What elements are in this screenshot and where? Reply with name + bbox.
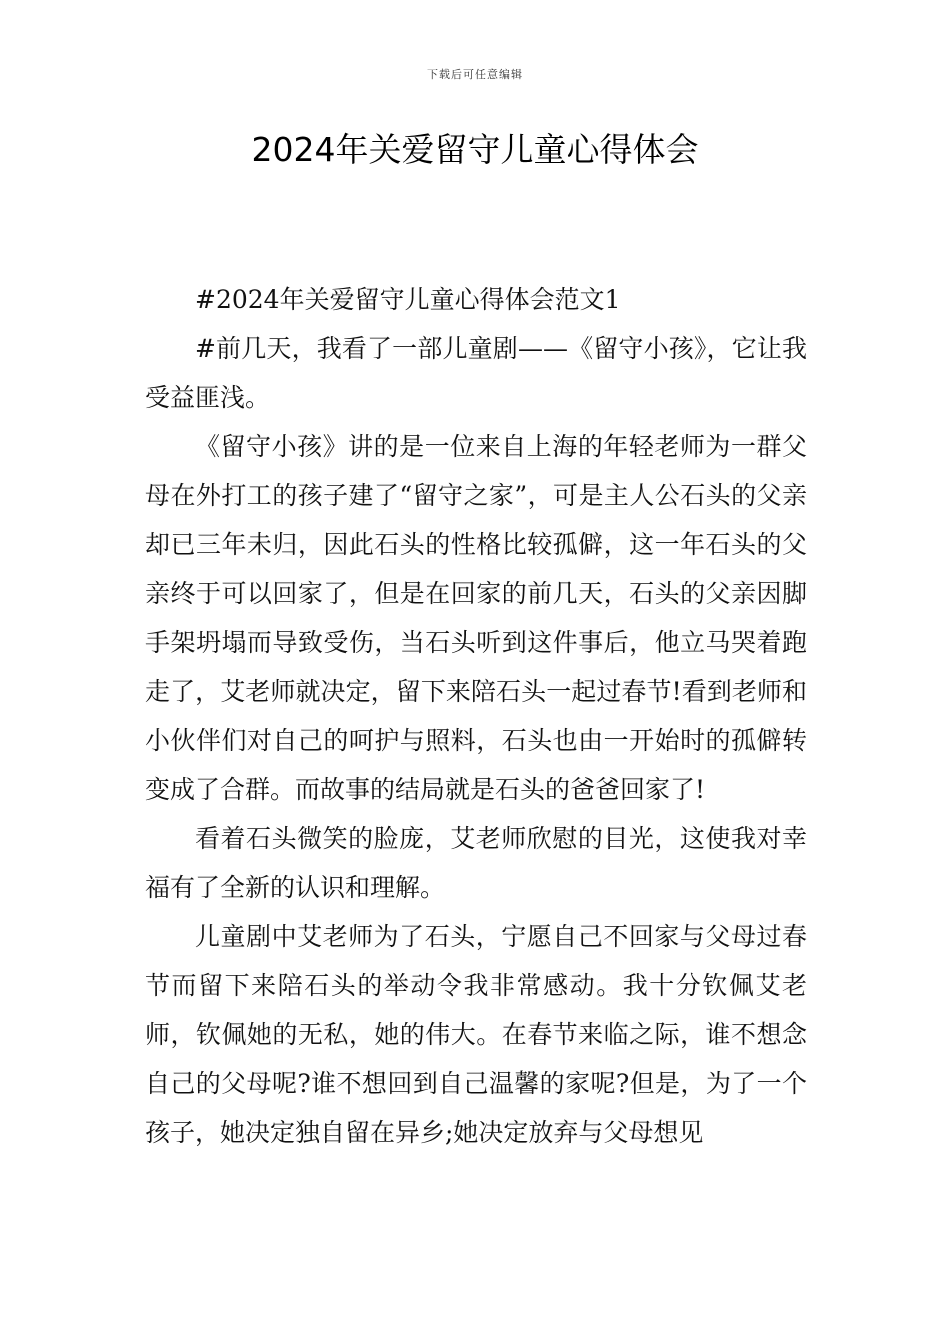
header-note: 下载后可任意编辑 xyxy=(427,68,523,81)
document-title: 2024年关爱留守儿童心得体会 xyxy=(251,130,699,169)
paragraph-1: #2024年关爱留守儿童心得体会范文1 xyxy=(195,285,621,314)
paragraph-2: #前几天，我看了一部儿童剧——《留守小孩》，它让我受益匪浅。 xyxy=(145,334,807,412)
paragraph-4: 看着石头微笑的脸庞，艾老师欣慰的目光，这使我对幸福有了全新的认识和理解。 xyxy=(145,824,807,902)
paragraph-3: 《留守小孩》讲的是一位来自上海的年轻老师为一群父母在外打工的孩子建了“留守之家”，可是主人公石头的父亲却已三年未归，因此石头的性格比较孤僻，这一年石头的父亲终于可以回家了，但是在回家的前几天，石头的父亲因脚手架坍塌而导致受伤，当石头听到这件事后，他立马哭着跑走了，艾老师就决定，留下来陪石头一起过春节!看到老师和小伙伴们对自己的呵护与照料，石头也由一开始时的孤僻转变成了合群。而故事的结局就是石头的爸爸回家了! xyxy=(145,432,807,804)
document-body xyxy=(145,275,807,1157)
paragraph-5: 儿童剧中艾老师为了石头，宁愿自己不回家与父母过春节而留下来陪石头的举动令我非常感动。我十分钦佩艾老师，钦佩她的无私，她的伟大。在春节来临之际，谁不想念自己的父母呢?谁不想回到自己温馨的家呢?但是，为了一个孩子，她决定独自留在异乡;她决定放弃与父母想见 xyxy=(145,922,807,1147)
